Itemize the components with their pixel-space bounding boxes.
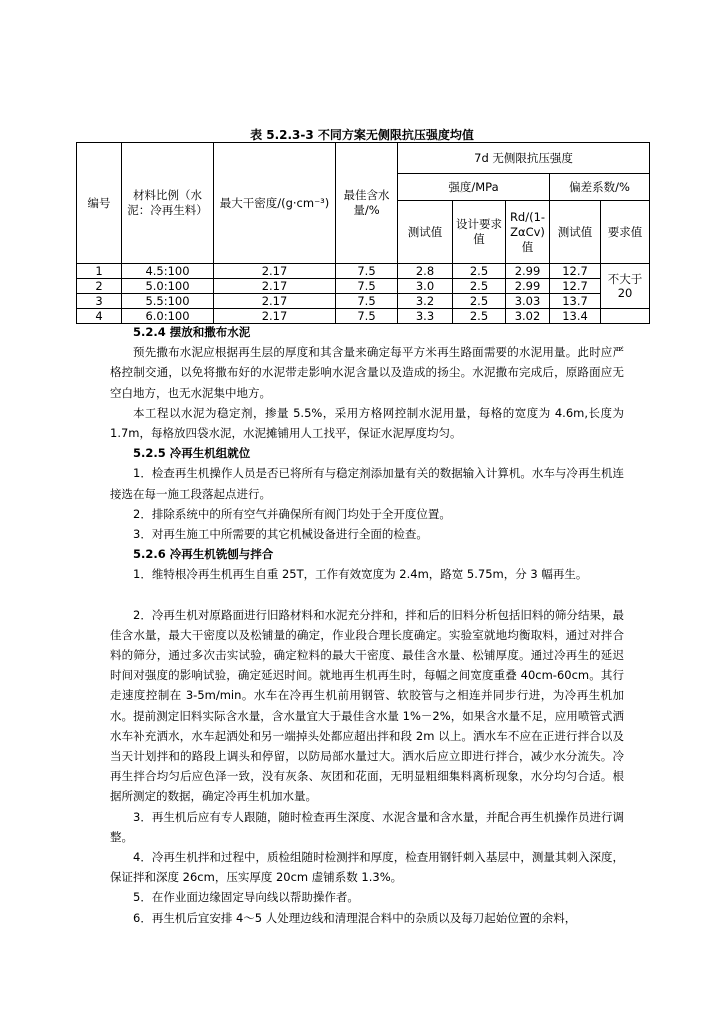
paragraph: 1．检查再生机操作人员是否已将所有与稳定剂添加量有关的数据输入计算机。水车与冷再生机连接选在每一施工段落起点进行。: [110, 466, 624, 501]
cell-dev: 13.7: [550, 294, 601, 309]
cell-density: 2.17: [214, 309, 336, 324]
table-row: [77, 264, 650, 279]
cell-no: 3: [77, 294, 122, 309]
cell-ratio: 4.5:100: [122, 264, 214, 279]
header-measured: 测试值: [398, 201, 453, 264]
cell-ratio: 5.0:100: [122, 279, 214, 294]
header-density: 最大干密度/(g·cm⁻³): [214, 143, 336, 264]
section-heading: 5.2.6 冷再生机铣刨与拌合: [133, 547, 274, 562]
header-ratio: 材料比例（水泥：冷再生料）: [122, 143, 214, 264]
paragraph: 2．冷再生机对原路面进行旧路材料和水泥充分拌和，拌和后的旧料分析包括旧料的筛分结果，最佳含水量，最大干密度以及松铺量的确定，作业段合理长度确定。实验室就地均衡取料，通过对拌合料的筛分，通过多次击实试验，确定粒料的最大干密度、最佳含水量、松铺厚度。通过冷再生的延迟时间对强度的影响试验，确定延迟时间。就地再生机再生时，每幅之间宽度重叠 40cm-60cm。其行走速度控制在 3-5m/min。水车在冷再生机前用钢管、软胶管与之相连并同步行进，为冷再生机加水。提前测定旧料实际含水量，含水量宜大于最佳含水量 1%－2%，如果含水量不足，应用喷管式洒水车补充洒水，水车起洒处和另一端掉头处都应超出拌和段 2m 以上。洒水车不应在正进行拌合以及当天计划拌和的路段上调头和停留，以防局部水量过大。洒水后应立即进行拌合，减少水分流失。冷再生拌合均匀后应色泽一致，没有灰条、灰团和花面，无明显粗细集料离析现象，水分均匀合适。根据所测定的数据，确定冷再生机加水量。: [110, 607, 624, 804]
cell-measured: 3.0: [398, 279, 453, 294]
cell-rd: 2.99: [506, 264, 550, 279]
cell-dev: 12.7: [550, 264, 601, 279]
cell-no: 4: [77, 309, 122, 324]
paragraph: 3．再生机后应有专人跟随，随时检查再生深度、水泥含量和含水量，并配合再生机操作员进行调整。: [110, 809, 624, 844]
cell-design: 2.5: [453, 309, 506, 324]
header-no: 编号: [77, 143, 122, 264]
cell-rd: 2.99: [506, 279, 550, 294]
header-design: 设计要求值: [453, 201, 506, 264]
cell-water: 7.5: [336, 264, 398, 279]
header-rd: Rd/(1-ZαCv)值: [506, 201, 550, 264]
paragraph: 1．维特根冷再生机再生自重 25T，工作有效宽度为 2.4m，路宽 5.75m，分 3 幅再生。: [133, 567, 588, 582]
header-required: 要求值: [601, 201, 650, 264]
cell-water: 7.5: [336, 309, 398, 324]
paragraph: 本工程以水泥为稳定剂，掺量 5.5%，采用方格网控制水泥用量，每格的宽度为 4.6m,长度为 1.7m，每格放四袋水泥，水泥摊铺用人工找平，保证水泥厚度均匀。: [110, 405, 624, 441]
cell-ratio: 6.0:100: [122, 309, 214, 324]
header-strength: 强度/MPa: [398, 174, 550, 201]
paragraph: 3．对再生施工中所需要的其它机械设备进行全面的检查。: [133, 527, 428, 542]
table-row: [77, 279, 650, 294]
cell-density: 2.17: [214, 294, 336, 309]
cell-measured: 2.8: [398, 264, 453, 279]
header-deviation: 偏差系数/%: [550, 174, 650, 201]
header-strength-group: 7d 无侧限抗压强度: [398, 143, 650, 174]
cell-dev: 13.4: [550, 309, 601, 324]
header-water: 最佳含水量/%: [336, 143, 398, 264]
cell-measured: 3.3: [398, 309, 453, 324]
paragraph: 预先撒布水泥应根据再生层的厚度和其含量来确定每平方米再生路面需要的水泥用量。此时应严格控制交通，以免将撒布好的水泥带走影响水泥含量以及造成的扬尘。水泥撒布完成后，原路面应无空白地方，也无水泥集中地方。: [110, 345, 624, 400]
cell-density: 2.17: [214, 264, 336, 279]
body-text: [110, 322, 624, 928]
cell-density: 2.17: [214, 279, 336, 294]
cell-dev: 12.7: [550, 279, 601, 294]
cell-ratio: 5.5:100: [122, 294, 214, 309]
cell-no: 1: [77, 264, 122, 279]
paragraph: 4．冷再生机拌和过程中，质检组随时检测拌和厚度，检查用钢钎刺入基层中，测量其刺入深度，保证拌和深度 26cm，压实厚度 20cm 虚铺系数 1.3%。: [110, 850, 624, 885]
header-dev-measured: 测试值: [550, 201, 601, 264]
table-row: [77, 294, 650, 309]
paragraph: 2．排除系统中的所有空气并确保所有阀门均处于全开度位置。: [133, 506, 451, 521]
cell-no: 2: [77, 279, 122, 294]
paragraph: 6．再生机后宜安排 4～5 人处理边线和清理混合料中的杂质以及每刀起始位置的余料，: [133, 910, 577, 925]
paragraph: 5．在作业面边缘固定导向线以帮助操作者。: [133, 890, 359, 905]
cell-design: 2.5: [453, 294, 506, 309]
cell-design: 2.5: [453, 264, 506, 279]
cell-measured: 3.2: [398, 294, 453, 309]
section-heading: 5.2.4 摆放和撒布水泥: [133, 325, 251, 339]
section-heading: 5.2.5 冷再生机组就位: [133, 446, 251, 461]
cell-required: 不大于20: [601, 264, 650, 309]
cell-water: 7.5: [336, 294, 398, 309]
cell-rd: 3.02: [506, 309, 550, 324]
cell-water: 7.5: [336, 279, 398, 294]
cell-design: 2.5: [453, 279, 506, 294]
cell-rd: 3.03: [506, 294, 550, 309]
strength-table: [76, 142, 650, 324]
table-caption: 表 5.2.3-3 不同方案无侧限抗压强度均值: [250, 128, 474, 142]
